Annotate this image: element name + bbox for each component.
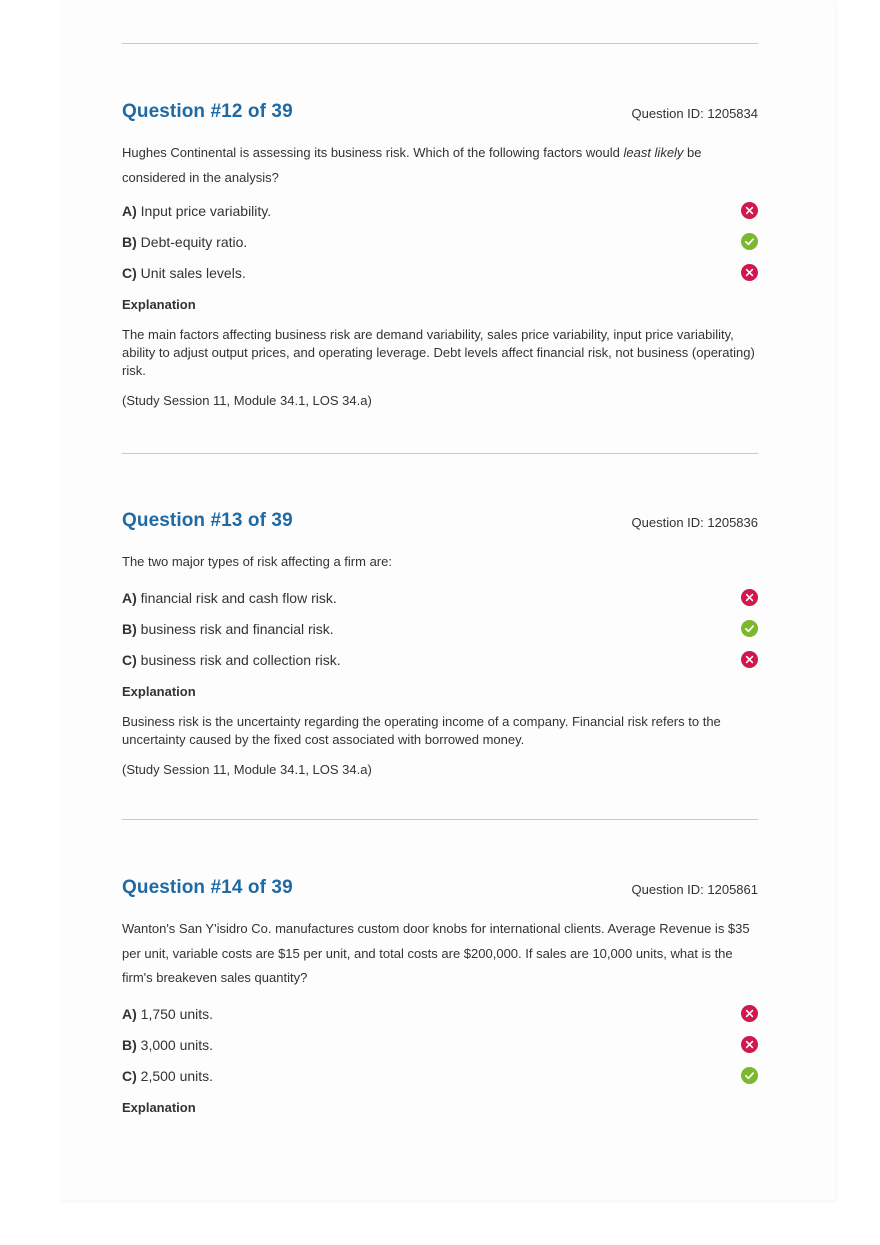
x-circle-icon: [741, 1005, 758, 1022]
divider: [122, 43, 758, 44]
answer-option-a[interactable]: [122, 589, 758, 620]
answer-letter: A): [122, 589, 137, 606]
explanation-title: Explanation: [122, 683, 196, 699]
answer-text: Unit sales levels.: [140, 265, 246, 281]
answer-option-b[interactable]: [122, 620, 758, 651]
divider: [122, 453, 758, 454]
stem-text: be considered in the analysis?: [122, 145, 702, 185]
question-title: Question #13 of 39: [122, 510, 293, 531]
answer-letter: A): [122, 203, 137, 219]
answer-letter: B): [122, 1036, 137, 1053]
answer-list: [122, 589, 758, 682]
answer-option-c[interactable]: [122, 264, 758, 295]
question-stem: Wanton's San Y'isidro Co. manufactures custom door knobs for international clients. Average Revenue is $35 per unit, variable costs are $15 per unit, and total costs are $200,000. If sales are 10,000 units, what is the firm's breakeven sales quantity?: [122, 921, 750, 985]
answer-text: business risk and financial risk.: [140, 620, 334, 637]
answer-letter: C): [122, 265, 137, 281]
answer-option-a[interactable]: [122, 202, 758, 233]
answer-option-c[interactable]: [122, 1067, 758, 1098]
answer-letter: C): [122, 651, 137, 668]
answer-option-a[interactable]: [122, 1005, 758, 1036]
question-id: Question ID: 1205836: [631, 515, 758, 530]
answer-text: financial risk and cash flow risk.: [140, 589, 337, 606]
study-reference: (Study Session 11, Module 34.1, LOS 34.a): [122, 393, 372, 408]
answer-list: [122, 202, 758, 295]
question-id: Question ID: 1205834: [631, 106, 758, 121]
x-circle-icon: [741, 202, 758, 219]
x-circle-icon: [741, 1036, 758, 1053]
question-13: [122, 510, 758, 779]
answer-list: [122, 1005, 758, 1098]
question-title: Question #14 of 39: [122, 877, 293, 898]
explanation-text: The main factors affecting business risk are demand variability, sales price variability, input price variability, ability to adjust output prices, and operating leverage. Debt levels affect financial risk, not business (operating) risk.: [122, 327, 755, 378]
question-12: [122, 101, 758, 410]
answer-letter: B): [122, 234, 137, 250]
check-circle-icon: [741, 233, 758, 250]
answer-option-c[interactable]: [122, 651, 758, 682]
divider: [122, 819, 758, 820]
x-circle-icon: [741, 589, 758, 606]
stem-emphasis: least likely: [623, 145, 684, 160]
answer-text: 2,500 units.: [140, 1067, 214, 1084]
check-circle-icon: [741, 1067, 758, 1084]
x-circle-icon: [741, 651, 758, 668]
answer-text: business risk and collection risk.: [140, 651, 341, 668]
question-title: Question #12 of 39: [122, 101, 293, 122]
answer-letter: C): [122, 1067, 137, 1084]
question-stem: The two major types of risk affecting a firm are:: [122, 554, 392, 569]
question-stem: [122, 141, 758, 190]
explanation-title: Explanation: [122, 297, 196, 312]
check-circle-icon: [741, 620, 758, 637]
answer-text: Input price variability.: [140, 203, 272, 219]
question-header: [122, 101, 758, 129]
answer-option-b[interactable]: [122, 1036, 758, 1067]
question-header: [122, 510, 758, 538]
answer-letter: B): [122, 620, 137, 637]
answer-text: 3,000 units.: [140, 1036, 214, 1053]
stem-text: Hughes Continental is assessing its business risk. Which of the following factors would: [122, 145, 624, 160]
answer-letter: A): [122, 1005, 137, 1022]
answer-text: Debt-equity ratio.: [140, 234, 248, 250]
question-14: [122, 877, 758, 1115]
question-id: Question ID: 1205861: [631, 882, 758, 897]
x-circle-icon: [741, 264, 758, 281]
explanation-title: Explanation: [122, 1099, 196, 1115]
explanation-text: Business risk is the uncertainty regarding the operating income of a company. Financial risk refers to the uncertainty caused by the fixed cost associated with borrowed money.: [122, 713, 721, 747]
study-reference: (Study Session 11, Module 34.1, LOS 34.a): [122, 761, 372, 777]
question-header: [122, 877, 758, 905]
answer-text: 1,750 units.: [140, 1005, 214, 1022]
answer-option-b[interactable]: [122, 233, 758, 264]
